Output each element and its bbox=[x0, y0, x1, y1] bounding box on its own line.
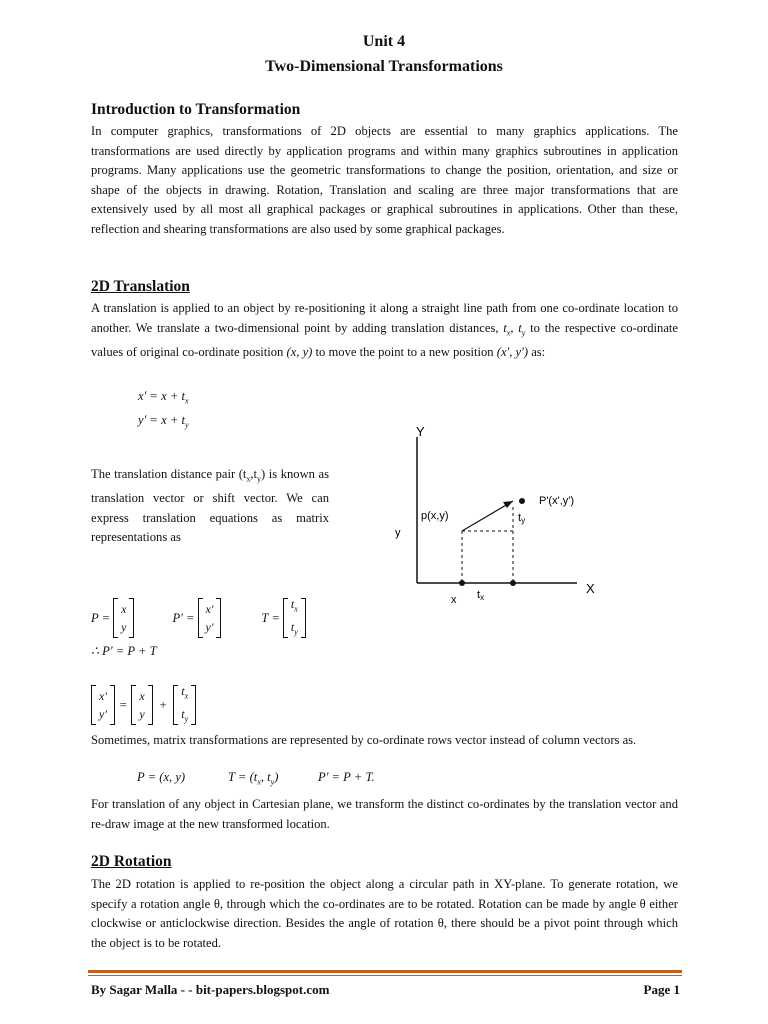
xy-symbol: (x, y) bbox=[286, 344, 313, 359]
x-axis-label: X bbox=[586, 581, 595, 596]
row-eq-pp: P' = P + T. bbox=[318, 770, 375, 784]
intro-paragraph: In computer graphics, transformations of 2D objects are essential to many graphics applications. The transformations are used directly by application programs and within many graphics subroutines in application programs. Many applications use the geometric transformations to change the position, orientation, and size or shape of the objects in drawing. Rotation, Translation and scaling are three major transformations that are extensively used by all most all graphical packages or graphical subroutines in applications. Other than these, reflection and shearing transformations are also used by some graphical packages. bbox=[91, 124, 678, 236]
translation-heading: 2D Translation bbox=[91, 278, 190, 295]
row-eq-t: $T = (t_x$, $t_y$) bbox=[228, 770, 279, 787]
translation-text-e: as: bbox=[531, 344, 546, 359]
unit-number: Unit 4 bbox=[362, 33, 406, 50]
txty-symbol: $t_x$, $t_y$ bbox=[503, 320, 526, 338]
rotation-paragraph: The 2D rotation is applied to re-position the object along a circular path in XY-plane. To generate rotation, we specify a rotation angle θ, through which the co-ordinates are to be rotated. Rotation can be made by angle θ either clockwise or anticlockwise direction. Besides the angle of rotation θ, there should be a pivot point through which the object is to be rotated. bbox=[91, 877, 678, 950]
row-vector-paragraph: Sometimes, matrix transformations are represented by co-ordinate rows vector instead of column vectors as. bbox=[91, 733, 637, 747]
x-dot bbox=[459, 580, 465, 586]
matrix-equation: x' y' = x y + $t_x$ $t_y$ bbox=[91, 682, 196, 729]
translation-text-d: move the point to a new position bbox=[328, 344, 494, 359]
x-tick-label: x bbox=[451, 594, 457, 606]
p-prime-dot bbox=[519, 498, 525, 504]
rotation-heading: 2D Rotation bbox=[91, 853, 172, 870]
translation-diagram bbox=[385, 415, 615, 615]
footer-rule bbox=[88, 970, 682, 973]
translation-text-c: to bbox=[315, 344, 326, 359]
arrow-head bbox=[503, 501, 513, 508]
tx-label: tx bbox=[477, 589, 485, 602]
row-eq-p: P = (x, y) bbox=[137, 770, 186, 784]
translation-text-b: to the respective co-ordinate values of original co-ordinate position bbox=[91, 320, 679, 359]
equation-x: $x' = x + t_x$ bbox=[138, 389, 189, 406]
intro-heading: Introduction to Transformation bbox=[91, 101, 301, 118]
ty-label: ty bbox=[518, 512, 526, 525]
y-tick-label: y bbox=[395, 527, 401, 539]
equation-y: $y' = x + t_y$ bbox=[138, 413, 189, 430]
p-prime-label: P'(x',y') bbox=[539, 495, 575, 507]
footer-rule-thin bbox=[88, 975, 682, 976]
translation-paragraph bbox=[91, 299, 678, 362]
vector-paragraph: The translation distance pair $(t_x,t_y)$ is known as translation vector or shift vector. We can express translation equations as matrix representations as bbox=[91, 467, 329, 545]
x-prime-dot bbox=[510, 580, 516, 586]
footer-author: By Sagar Malla - - bit-papers.blogspot.com bbox=[91, 982, 330, 997]
p-label: p(x,y) bbox=[421, 510, 449, 522]
footer-page-number: Page 1 bbox=[643, 982, 680, 997]
xpyp-symbol: (x', y') bbox=[496, 344, 529, 359]
therefore-equation: ∴ P' = P + T bbox=[91, 644, 157, 658]
translation-text-a: A translation is applied to an object by re-positioning it along a straight line path from one co-ordinate location to another. We translate a two-dimensional point by adding translation distances, bbox=[91, 301, 678, 335]
cartesian-paragraph: For translation of any object in Cartesian plane, we transform the distinct co-ordinates by the translation vector and re-draw image at the new transformed location. bbox=[91, 797, 678, 831]
y-axis-label: Y bbox=[416, 424, 425, 439]
page-title: Two-Dimensional Transformations bbox=[265, 58, 503, 75]
matrix-definitions: P = x y P' = x' y' T = $t_x$ $t_y$ bbox=[91, 595, 306, 642]
